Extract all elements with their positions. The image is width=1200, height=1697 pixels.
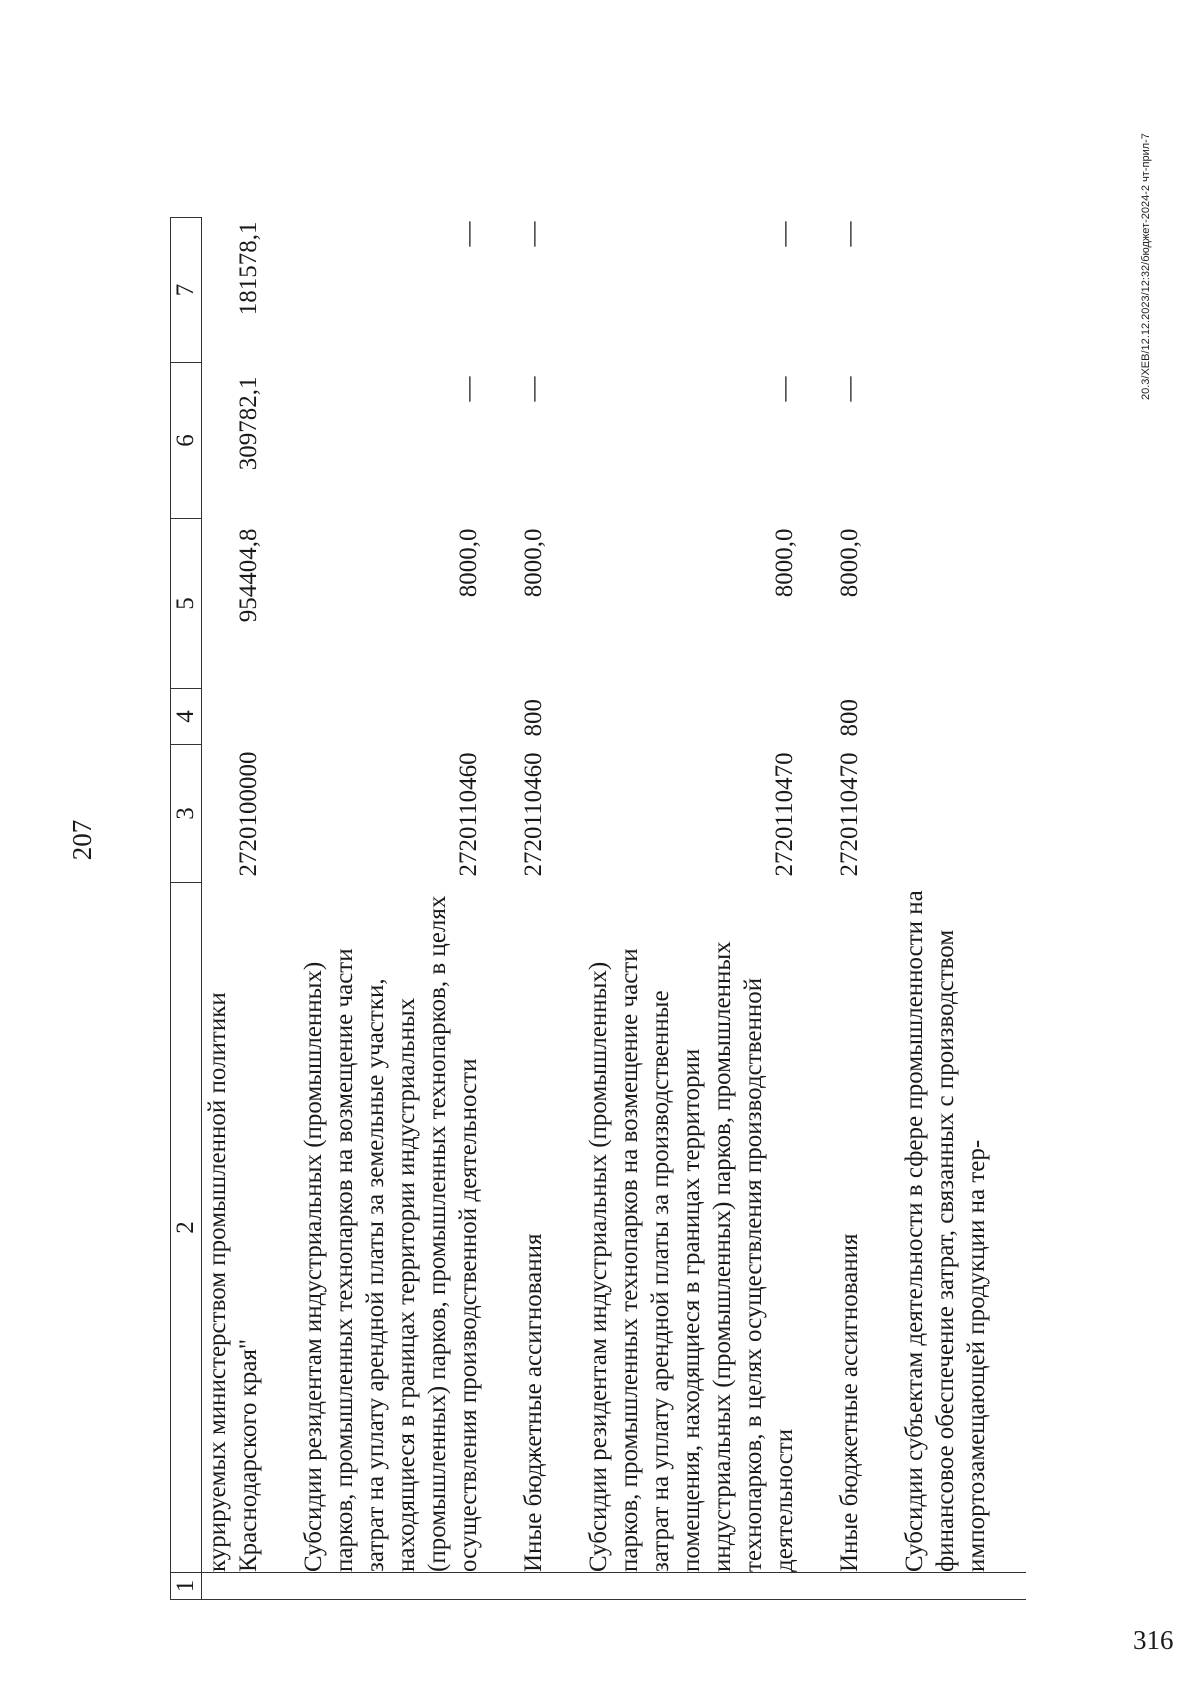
row-code: 2720110470 bbox=[771, 752, 798, 877]
table-row bbox=[298, 218, 518, 1600]
row-type bbox=[202, 689, 299, 745]
row-value-5: 954404,8 bbox=[235, 528, 262, 623]
page-number: 316 bbox=[1133, 1625, 1174, 1655]
row-name: Субсидии субъектам деятельности в сфере промышленности на финансовое обеспечение затрат, связанных с производством импортозамещающей продукции на тер- bbox=[901, 890, 990, 1572]
table-row bbox=[518, 218, 583, 1600]
row-value-5: 8000,0 bbox=[771, 528, 798, 598]
row-name: Субсидии резидентам индустриальных (промышленных) парков, промышленных технопарков на возмещение части затрат на уплату арендной платы за производственные помещения, находящиеся в границах территории индустриальных (промышленных) парков, промышленных технопарков, в целях осуществления производственной деятельности bbox=[585, 941, 798, 1572]
row-value-7 bbox=[899, 218, 1026, 363]
row-value-5: 8000,0 bbox=[520, 528, 547, 598]
row-code: 2720110470 bbox=[836, 752, 863, 877]
row-code: 2720110460 bbox=[455, 752, 482, 877]
row-value-7: — bbox=[771, 221, 798, 247]
doc-page-number: 207 bbox=[67, 819, 97, 861]
row-value-6: — bbox=[520, 376, 547, 402]
table-row bbox=[899, 218, 1026, 1600]
row-value-7: — bbox=[520, 221, 547, 247]
row-value-6: — bbox=[455, 376, 482, 402]
row-type bbox=[298, 689, 518, 745]
row-value-6 bbox=[899, 363, 1026, 519]
row-code: 2720110460 bbox=[520, 752, 547, 877]
table-header-row bbox=[171, 218, 202, 1600]
row-code bbox=[899, 745, 1026, 883]
document-stamp: 20.3/XEB/12.12.2023/12:32/бюджет-2024-2 чт-прил-7 bbox=[1140, 133, 1152, 400]
row-value-6: — bbox=[836, 376, 863, 402]
table-row bbox=[834, 218, 899, 1600]
row-type: 800 bbox=[836, 699, 863, 737]
column-header: 5 bbox=[171, 519, 202, 689]
row-value-6: — bbox=[771, 376, 798, 402]
budget-table bbox=[170, 217, 1026, 1600]
column-header: 4 bbox=[171, 689, 202, 745]
row-value-7: — bbox=[455, 221, 482, 247]
column-header: 1 bbox=[171, 1573, 202, 1600]
row-code: 2720100000 bbox=[235, 751, 262, 877]
row-name: Иные бюджетные ассигнования bbox=[836, 1233, 863, 1572]
table-row bbox=[583, 218, 834, 1600]
rotated-sheet bbox=[67, 80, 1200, 1600]
row-name: Субсидии резидентам индустриальных (промышленных) парков, промышленных технопарков на возмещение части затрат на уплату арендной платы за земельные участки, находящиеся в границах территории индустриальных (промышленных) парков, промышленных технопарков, в целях осуществления производственной деятельности bbox=[300, 895, 482, 1572]
row-name: Иные бюджетные ассигнования bbox=[520, 1233, 547, 1572]
row-value-7: 181578,1 bbox=[235, 221, 262, 316]
row-value-6: 309782,1 bbox=[235, 376, 262, 471]
row-type bbox=[583, 689, 834, 745]
row-type: 800 bbox=[520, 699, 547, 737]
table-row bbox=[202, 218, 299, 1600]
row-value-7: — bbox=[836, 221, 863, 247]
row-name: курируемых министерством промышленной политики Краснодарского края" bbox=[204, 992, 262, 1572]
row-type bbox=[899, 689, 1026, 745]
row-value-5: 8000,0 bbox=[836, 528, 863, 598]
column-header: 2 bbox=[171, 883, 202, 1573]
column-header: 7 bbox=[171, 218, 202, 363]
row-value-5: 8000,0 bbox=[455, 528, 482, 598]
column-header: 3 bbox=[171, 745, 202, 883]
row-value-5 bbox=[899, 519, 1026, 689]
column-header: 6 bbox=[171, 363, 202, 519]
